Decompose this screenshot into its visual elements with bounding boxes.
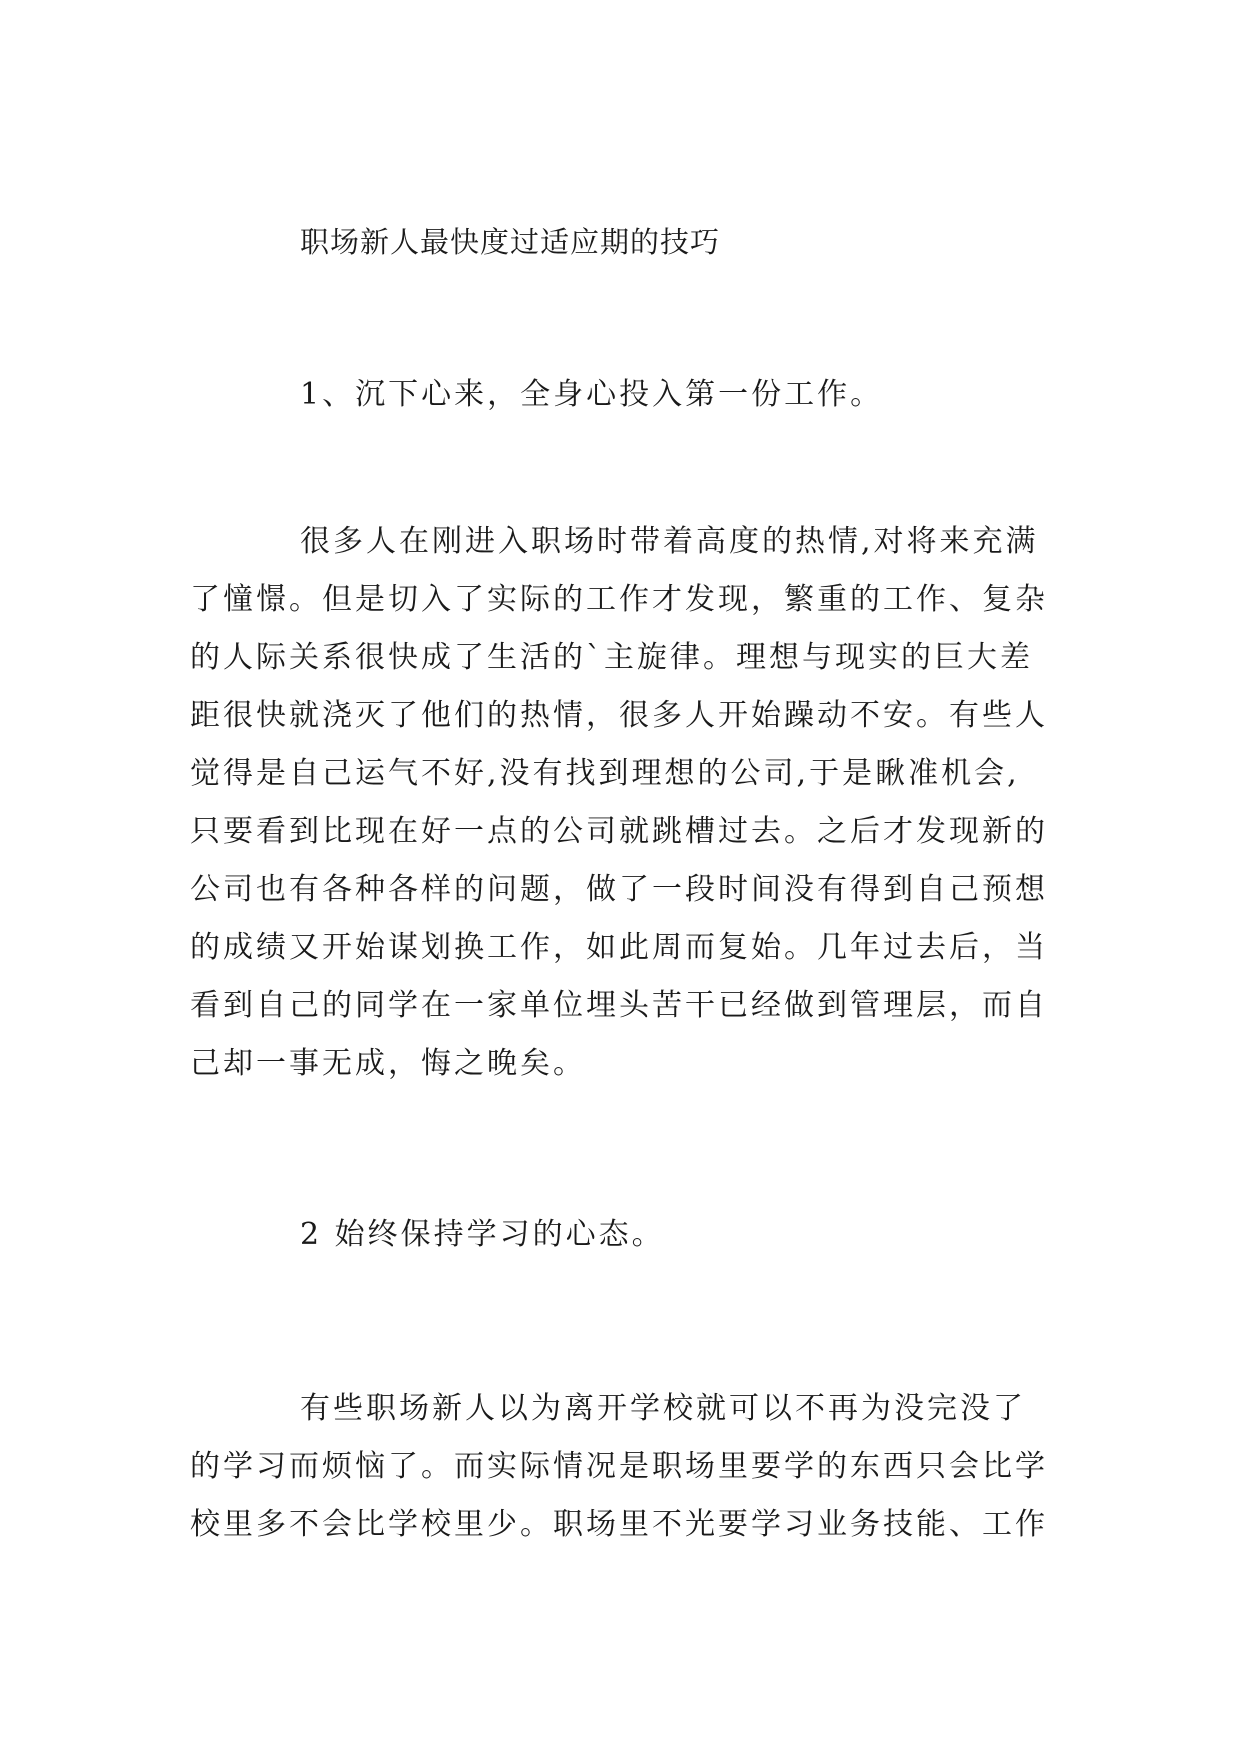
section-heading-2: 2 始终保持学习的心态。 bbox=[300, 1217, 665, 1252]
paragraph-1 bbox=[190, 513, 1050, 1093]
paragraph-line: 距很快就浇灭了他们的热情，很多人开始躁动不安。有些人 bbox=[190, 698, 1048, 733]
paragraph-line: 很多人在刚进入职场时带着高度的热情,对将来充满 bbox=[300, 524, 1039, 559]
paragraph-line: 看到自己的同学在一家单位埋头苦干已经做到管理层，而自 bbox=[190, 988, 1048, 1023]
paragraph-line: 有些职场新人以为离开学校就可以不再为没完没了 bbox=[300, 1391, 1026, 1426]
section-heading-1: 1、沉下心来，全身心投入第一份工作。 bbox=[300, 377, 884, 412]
paragraph-line: 的人际关系很快成了生活的`主旋律。理想与现实的巨大差 bbox=[190, 640, 1033, 675]
paragraph-line: 觉得是自己运气不好,没有找到理想的公司,于是瞅准机会, bbox=[190, 756, 1020, 791]
paragraph-line: 了憧憬。但是切入了实际的工作才发现，繁重的工作、复杂 bbox=[190, 582, 1048, 617]
paragraph-line: 只要看到比现在好一点的公司就跳槽过去。之后才发现新的 bbox=[190, 814, 1048, 849]
paragraph-line: 校里多不会比学校里少。职场里不光要学习业务技能、工作 bbox=[190, 1507, 1048, 1542]
paragraph-line: 公司也有各种各样的问题，做了一段时间没有得到自己预想 bbox=[190, 872, 1048, 907]
paragraph-2 bbox=[190, 1380, 1050, 1554]
document-title: 职场新人最快度过适应期的技巧 bbox=[300, 225, 721, 259]
paragraph-line: 的学习而烦恼了。而实际情况是职场里要学的东西只会比学 bbox=[190, 1449, 1048, 1484]
paragraph-line: 的成绩又开始谋划换工作，如此周而复始。几年过去后，当 bbox=[190, 930, 1048, 965]
paragraph-line: 己却一事无成，悔之晚矣。 bbox=[190, 1046, 586, 1081]
